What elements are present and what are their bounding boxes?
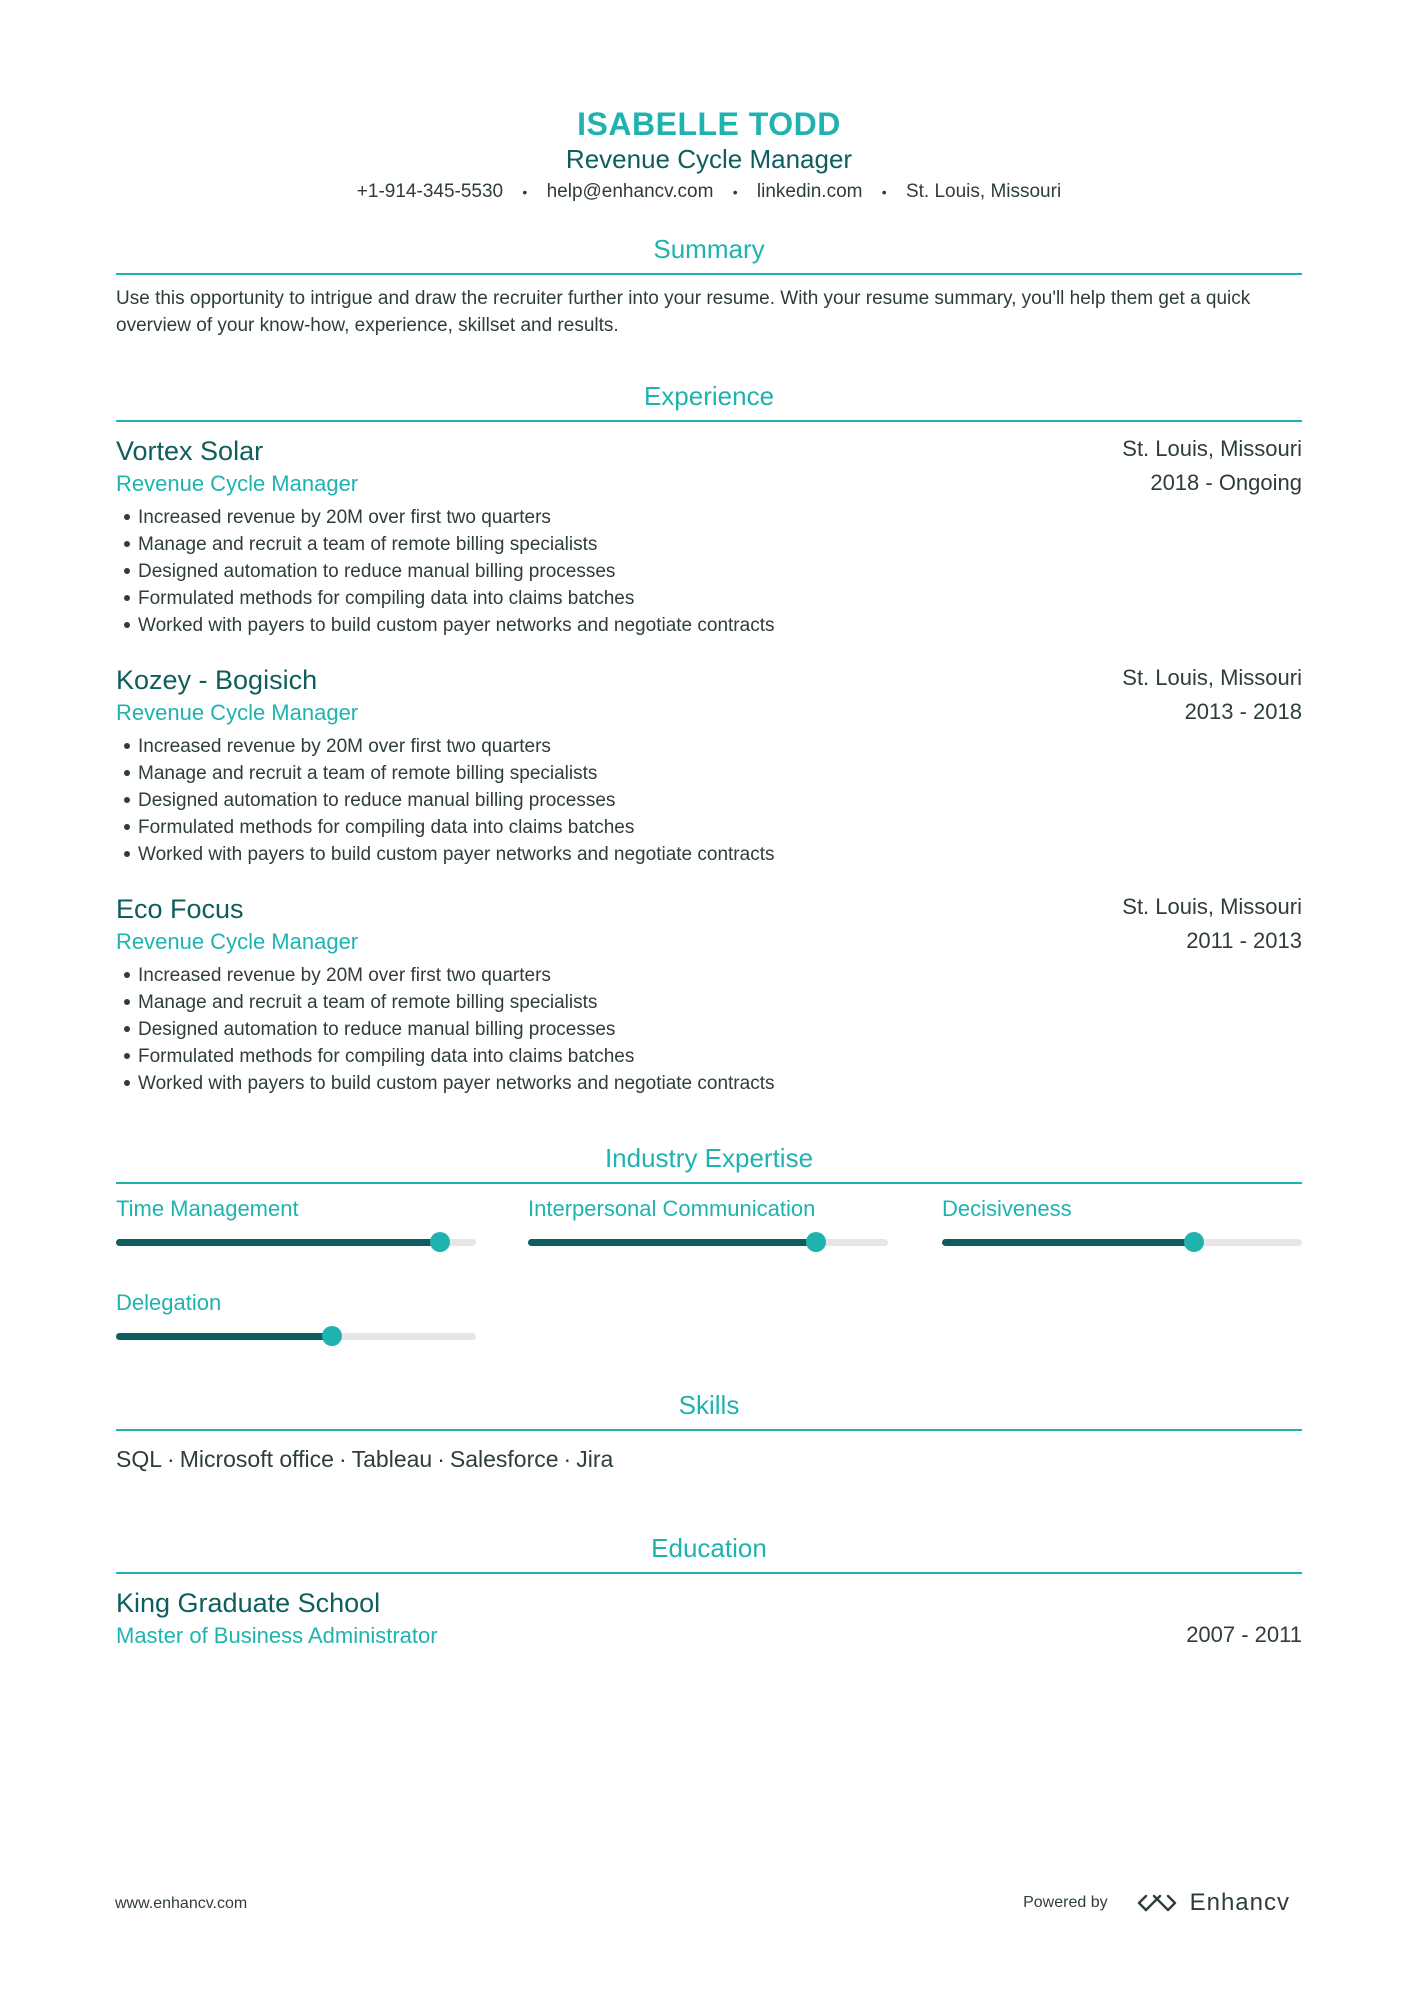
job-entry (116, 434, 1302, 639)
expertise-fill (942, 1239, 1194, 1246)
bullet-dot-icon (124, 541, 130, 547)
expertise-label: Delegation (116, 1290, 222, 1316)
expertise-section (116, 1141, 1302, 1354)
bullet-item (122, 504, 1302, 531)
expertise-item (116, 1288, 476, 1358)
expertise-item (528, 1194, 888, 1264)
job-entry (116, 663, 1302, 868)
resume-page (116, 0, 1302, 1652)
skills-heading: Skills (116, 1388, 1302, 1431)
expertise-grid (116, 1194, 1302, 1354)
bullet-text: Manage and recruit a team of remote billing specialists (138, 763, 598, 785)
bullet-item (122, 733, 1302, 760)
bullet-text: Increased revenue by 20M over first two quarters (138, 736, 551, 758)
expertise-knob-icon (322, 1326, 342, 1346)
skill-item: Jira (576, 1446, 614, 1473)
contact-line (116, 178, 1302, 206)
education-heading: Education (116, 1531, 1302, 1574)
job-company: Kozey - Bogisich (116, 665, 318, 696)
expertise-track (528, 1239, 888, 1246)
bullet-dot-icon (124, 770, 130, 776)
job-role: Revenue Cycle Manager (116, 929, 359, 955)
summary-text: Use this opportunity to intrigue and draw the recruiter further into your resume. With your resume summary, you'll help them get a quick overview of your know-how, experience, skillset and results. (116, 288, 1251, 337)
resume-header (116, 0, 1302, 206)
expertise-fill (116, 1239, 440, 1246)
skill-item: Tableau (351, 1446, 433, 1473)
bullet-item (122, 760, 1302, 787)
education-section (116, 1531, 1302, 1652)
bullet-text: Increased revenue by 20M over first two quarters (138, 965, 551, 987)
footer-website[interactable]: www.enhancv.com (115, 1895, 248, 1912)
summary-heading: Summary (116, 232, 1302, 275)
bullet-text: Designed automation to reduce manual billing processes (138, 561, 616, 583)
job-role: Revenue Cycle Manager (116, 471, 359, 497)
contact-separator: • (732, 184, 738, 200)
bullet-dot-icon (124, 622, 130, 628)
contact-email[interactable]: help@enhancv.com (546, 181, 714, 203)
bullet-dot-icon (124, 568, 130, 574)
bullet-dot-icon (124, 1080, 130, 1086)
job-company: Vortex Solar (116, 436, 264, 467)
footer-powered-by: Powered by (1023, 1894, 1108, 1911)
experience-heading: Experience (116, 379, 1302, 422)
contact-phone: +1-914-345-5530 (356, 181, 504, 203)
skill-item: SQL (116, 1446, 163, 1473)
bullet-dot-icon (124, 514, 130, 520)
job-location: St. Louis, Missouri (1122, 665, 1302, 691)
bullet-text: Increased revenue by 20M over first two quarters (138, 507, 551, 529)
footer-brand-name: Enhancv (1189, 1889, 1290, 1916)
expertise-knob-icon (1184, 1232, 1204, 1252)
bullet-item (122, 558, 1302, 585)
job-header (116, 892, 1302, 958)
job-header (116, 663, 1302, 729)
skill-separator: · (167, 1446, 175, 1473)
bullet-dot-icon (124, 999, 130, 1005)
skill-separator: · (338, 1446, 347, 1473)
job-location: St. Louis, Missouri (1122, 894, 1302, 920)
bullet-dot-icon (124, 824, 130, 830)
contact-separator: • (881, 184, 887, 200)
bullet-item (122, 612, 1302, 639)
bullet-text: Worked with payers to build custom payer networks and negotiate contracts (138, 615, 775, 637)
candidate-name: ISABELLE TODD (577, 106, 841, 142)
job-dates: 2018 - Ongoing (1150, 470, 1302, 496)
bullet-dot-icon (124, 743, 130, 749)
job-location: St. Louis, Missouri (1122, 436, 1302, 462)
contact-location: St. Louis, Missouri (905, 181, 1062, 203)
expertise-fill (116, 1333, 332, 1340)
expertise-knob-icon (430, 1232, 450, 1252)
bullet-dot-icon (124, 797, 130, 803)
job-company: Eco Focus (116, 894, 244, 925)
expertise-track (116, 1239, 476, 1246)
bullet-item (122, 1043, 1302, 1070)
bullet-item (122, 787, 1302, 814)
bullet-dot-icon (124, 1053, 130, 1059)
skill-separator: · (437, 1446, 445, 1473)
bullet-item (122, 1070, 1302, 1097)
expertise-label: Time Management (116, 1196, 299, 1222)
bullet-text: Designed automation to reduce manual billing processes (138, 1019, 616, 1041)
job-bullets (116, 733, 1302, 868)
candidate-title: Revenue Cycle Manager (565, 144, 853, 174)
expertise-label: Decisiveness (942, 1196, 1072, 1222)
job-role: Revenue Cycle Manager (116, 700, 359, 726)
education-school: King Graduate School (116, 1588, 381, 1619)
expertise-track (942, 1239, 1302, 1246)
enhancv-logo-icon (1134, 1891, 1180, 1915)
bullet-item (122, 989, 1302, 1016)
expertise-fill (528, 1239, 816, 1246)
bullet-dot-icon (124, 972, 130, 978)
bullet-dot-icon (124, 851, 130, 857)
education-degree: Master of Business Administrator (116, 1623, 438, 1649)
bullet-item (122, 531, 1302, 558)
bullet-text: Formulated methods for compiling data into claims batches (138, 588, 635, 610)
bullet-item (122, 585, 1302, 612)
skill-item: Microsoft office (179, 1446, 334, 1473)
expertise-knob-icon (806, 1232, 826, 1252)
bullet-text: Formulated methods for compiling data into claims batches (138, 1046, 635, 1068)
job-dates: 2011 - 2013 (1186, 928, 1302, 954)
expertise-track (116, 1333, 476, 1340)
contact-linkedin[interactable]: linkedin.com (756, 181, 863, 203)
bullet-item (122, 1016, 1302, 1043)
contact-separator: • (522, 184, 528, 200)
education-dates: 2007 - 2011 (1186, 1622, 1302, 1648)
job-bullets (116, 962, 1302, 1097)
skills-section (116, 1388, 1302, 1475)
bullet-item (122, 814, 1302, 841)
expertise-item (942, 1194, 1302, 1264)
bullet-dot-icon (124, 595, 130, 601)
bullet-text: Formulated methods for compiling data into claims batches (138, 817, 635, 839)
bullet-item (122, 841, 1302, 868)
bullet-text: Manage and recruit a team of remote billing specialists (138, 992, 598, 1014)
summary-section (116, 232, 1302, 339)
job-dates: 2013 - 2018 (1184, 699, 1302, 725)
bullet-text: Manage and recruit a team of remote billing specialists (138, 534, 598, 556)
bullet-text: Designed automation to reduce manual billing processes (138, 790, 616, 812)
job-entry (116, 892, 1302, 1097)
skill-item: Salesforce (449, 1446, 559, 1473)
expertise-item (116, 1194, 476, 1264)
skills-list (116, 1443, 1302, 1475)
job-header (116, 434, 1302, 500)
bullet-dot-icon (124, 1026, 130, 1032)
education-entry (116, 1586, 1302, 1652)
skill-separator: · (563, 1446, 572, 1473)
expertise-heading: Industry Expertise (116, 1141, 1302, 1184)
expertise-label: Interpersonal Communication (528, 1196, 816, 1222)
bullet-item (122, 962, 1302, 989)
job-bullets (116, 504, 1302, 639)
experience-section (116, 379, 1302, 1097)
bullet-text: Worked with payers to build custom payer networks and negotiate contracts (138, 844, 775, 866)
footer-branding[interactable] (1023, 1885, 1290, 1921)
bullet-text: Worked with payers to build custom payer networks and negotiate contracts (138, 1073, 775, 1095)
